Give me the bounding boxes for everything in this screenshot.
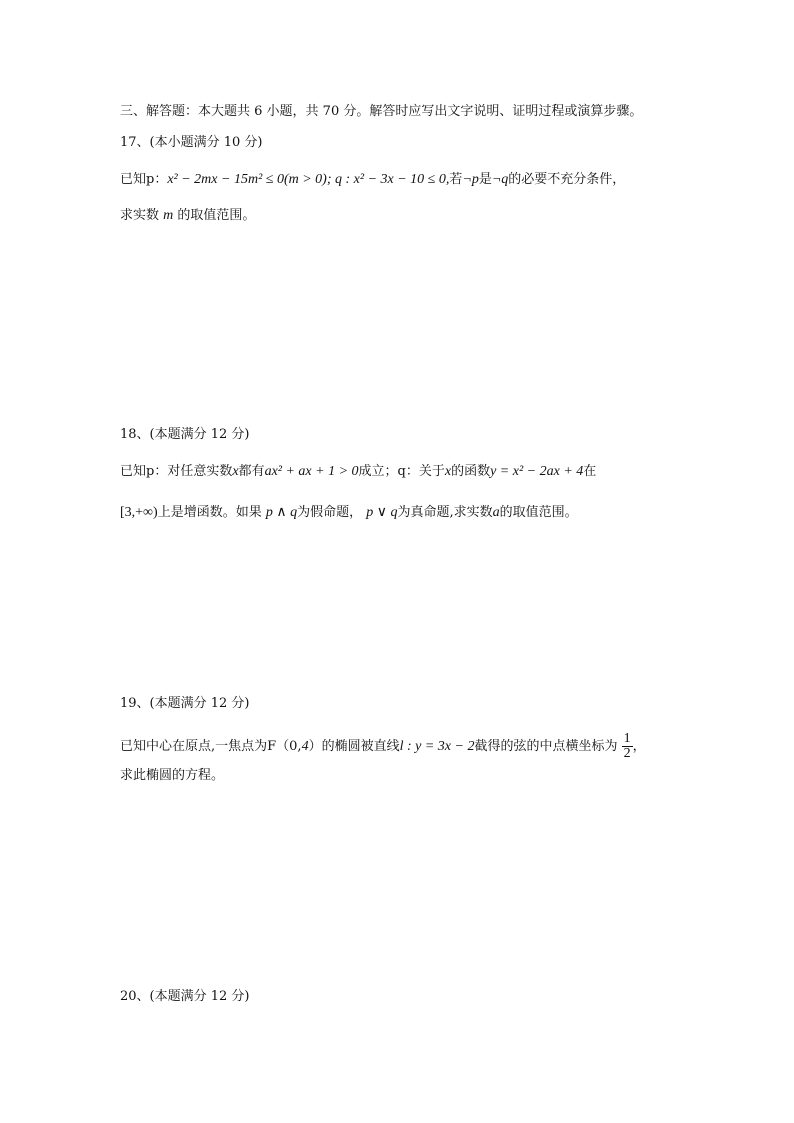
math: ¬p [462,172,479,187]
fraction-denominator: 2 [623,746,631,761]
math: 4 [301,739,309,754]
math: x [232,464,239,479]
text: 的函数 [451,464,491,479]
text: 若 [449,172,463,187]
problem-18-statement-line-1 [120,462,596,482]
problem-17-statement-line-1 [120,170,625,190]
math: [3,+∞) [120,505,158,520]
text: ）的椭圆被直线 [308,739,400,754]
text: 已知p： [120,172,168,187]
problem-19-heading: 19、(本题满分 12 分) [120,696,250,711]
math: a [492,505,500,520]
text: 成立；q：关于 [358,464,445,479]
math: m [163,208,174,223]
math: ax² + ax + 1 > 0 [264,464,359,479]
problem-19-statement-line-1 [120,730,646,764]
fraction-one-half [622,732,633,761]
fraction-numerator: 1 [623,731,631,746]
problem-18-statement-line-2 [120,503,578,523]
text: 为真命题,求实数 [397,505,493,520]
problem-17-statement-line-2 [120,206,255,226]
math: l : y = 3x − 2 [399,739,475,754]
text: 在 [583,464,597,479]
problem-19-statement-line-2: 求此椭圆的方程。 [120,768,225,783]
text: 上是增函数。如果 [157,505,262,520]
problem-17-heading: 17、(本小题满分 10 分) [120,135,263,150]
problem-18-heading: 18、(本题满分 12 分) [120,427,250,442]
text: 的取值范围。 [499,505,578,520]
math: x² − 2mx − 15m² ≤ 0(m > 0); q : x² − 3x − 10 ≤ 0, [167,172,450,187]
text: 截得的弦的中点横坐标为 [474,739,618,754]
section-header: 三、解答题：本大题共 6 小题，共 70 分。解答时应写出文字说明、证明过程或演算步骤。 [120,104,643,119]
text: 已知中心在原点,一焦点为F（0, [120,739,302,754]
text: ， [632,739,646,754]
text: 是 [478,172,492,187]
text: 已知p：对任意实数 [120,464,233,479]
text: 的必要不充分条件， [508,172,626,187]
text: 都有 [238,464,265,479]
math: p ∨ q [366,505,398,520]
text: 的取值范围。 [177,208,256,223]
text: 为假命题， [297,505,363,520]
problem-20-heading: 20、(本题满分 12 分) [120,989,250,1004]
math: y = x² − 2ax + 4 [490,464,584,479]
math: p ∧ q [265,505,298,520]
math: x [444,464,452,479]
math: ¬q [491,172,509,187]
text: 求实数 [120,208,160,223]
